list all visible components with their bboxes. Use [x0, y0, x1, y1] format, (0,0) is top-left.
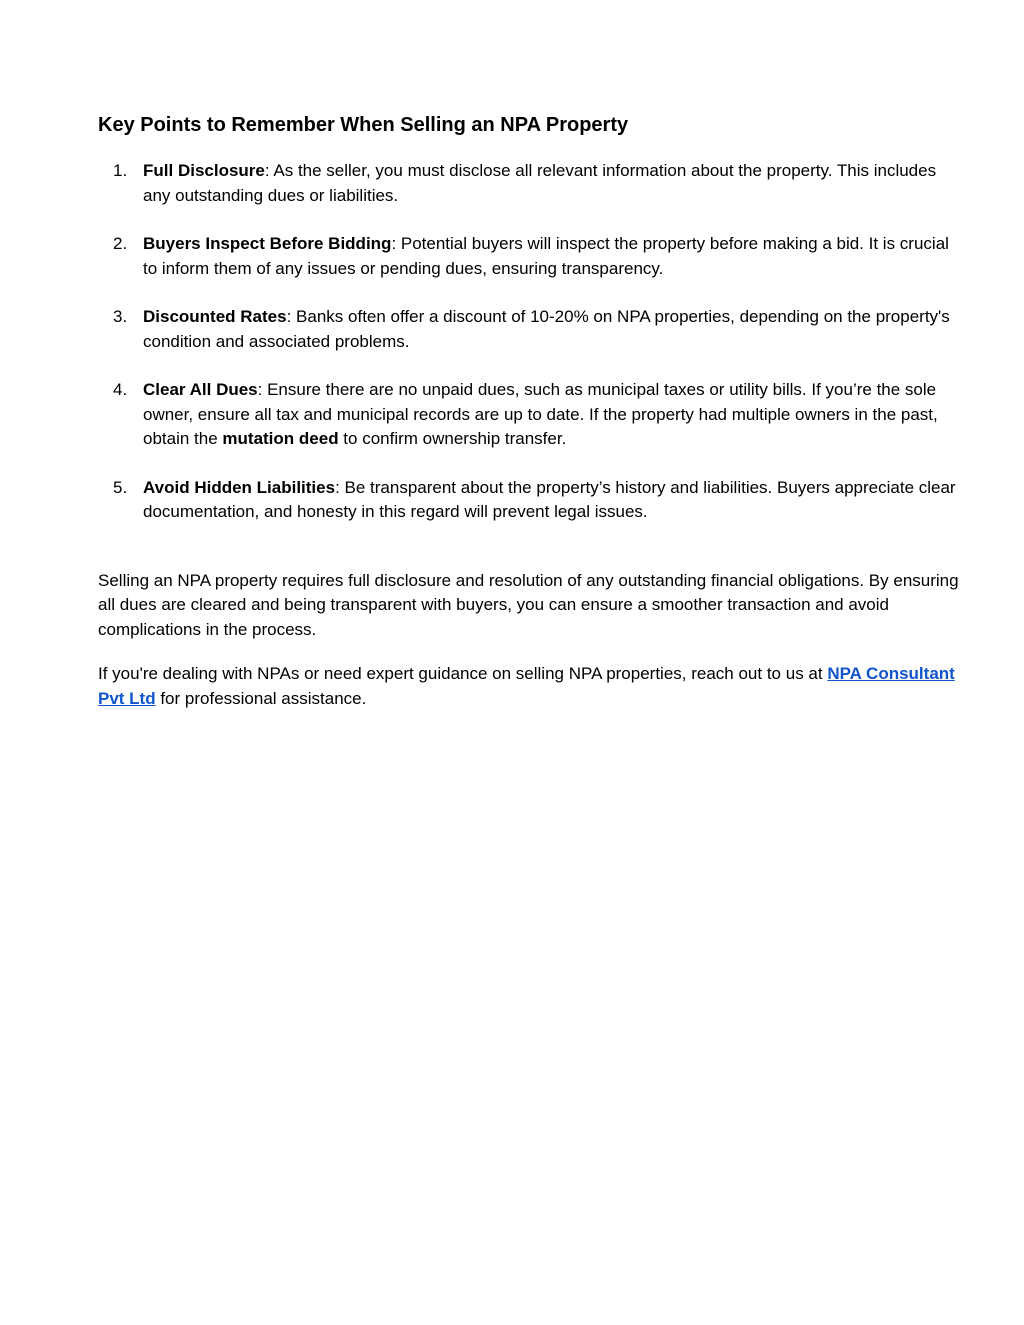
list-item-body [143, 378, 966, 452]
list-item-number: 3. [113, 307, 128, 326]
contact-text-after: for professional assistance. [155, 688, 367, 708]
list-item-text-after: to confirm ownership transfer. [338, 429, 567, 448]
list-item-number: 2. [113, 234, 128, 253]
list-item-body [143, 232, 966, 281]
contact-text-before: If you're dealing with NPAs or need expert guidance on selling NPA properties, reach out to us at [98, 664, 828, 683]
list-item-number: 4. [113, 380, 128, 399]
contact-paragraph [98, 662, 966, 711]
list-item-text: : Be transparent about the property’s history and liabilities. Buyers appreciate clear documentation, and honesty in this regard will prevent legal issues. [143, 477, 956, 521]
npa-consultant-link[interactable]: NPA Consultant Pvt Ltd [98, 664, 955, 708]
list-item [98, 305, 966, 354]
list-item-body [143, 305, 966, 354]
document-page [98, 111, 966, 711]
list-item-text: : Potential buyers will inspect the property before making a bid. It is crucial to inform them of any issues or pending dues, ensuring transparency. [143, 234, 949, 278]
list-item-body [143, 476, 966, 525]
document-heading: Key Points to Remember When Selling an NPA Property [98, 114, 629, 136]
list-item [98, 476, 966, 525]
list-item-title: Full Disclosure [143, 161, 265, 180]
list-item [98, 159, 966, 208]
list-item [98, 232, 966, 281]
mutation-deed-term: mutation deed [222, 429, 339, 448]
list-item-body [143, 159, 966, 208]
list-item-text: : Ensure there are no unpaid dues, such as municipal taxes or utility bills. If you’re the sole owner, ensure all tax and municipal records are up to date. If the property had multiple owners in the past, obtain the [143, 380, 938, 448]
list-item-number: 5. [113, 477, 128, 497]
key-points-list [98, 159, 966, 525]
list-item-text: : Banks often offer a discount of 10-20% on NPA properties, depending on the property's condition and associated problems. [143, 307, 950, 351]
summary-paragraph: Selling an NPA property requires full disclosure and resolution of any outstanding financial obligations. By ensuring all dues are cleared and being transparent with buyers, you can ensure a smoother transaction and avoid complications in the process. [98, 570, 959, 639]
list-item-number: 1. [113, 161, 128, 180]
list-item-title: Discounted Rates [143, 307, 287, 326]
list-item-title: Buyers Inspect Before Bidding [143, 234, 392, 253]
list-item [98, 378, 966, 452]
list-item-text: : As the seller, you must disclose all relevant information about the property. This includes any outstanding dues or liabilities. [143, 161, 937, 205]
list-item-title: Clear All Dues [143, 380, 258, 399]
list-item-title: Avoid Hidden Liabilities [143, 477, 336, 497]
